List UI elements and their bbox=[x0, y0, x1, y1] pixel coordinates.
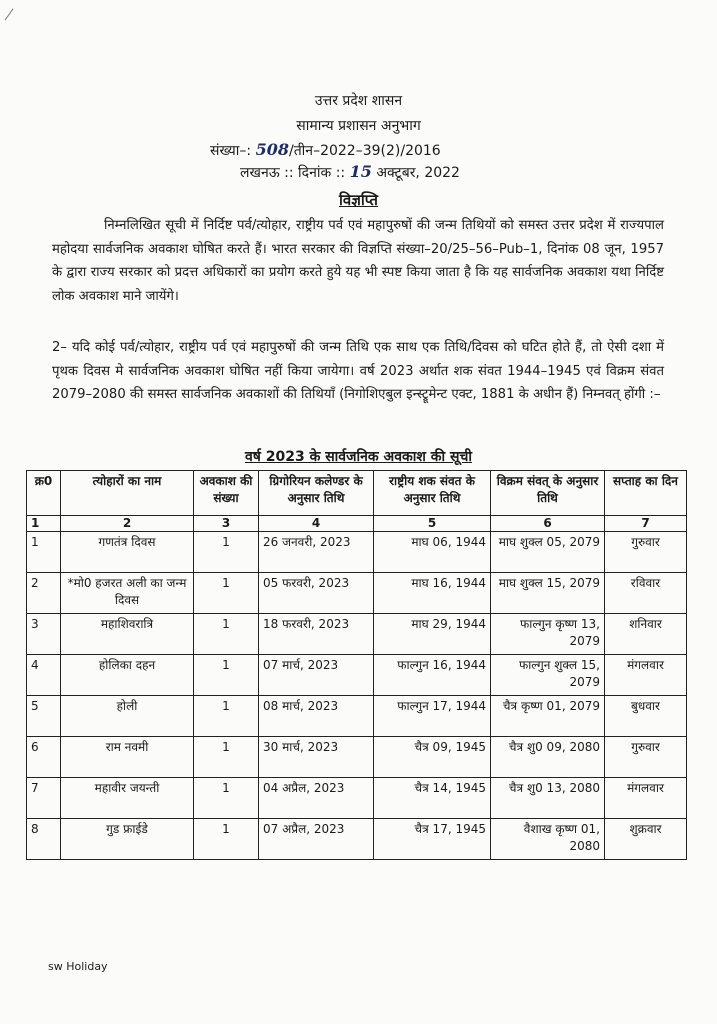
cell-serial: 7 bbox=[27, 778, 61, 819]
cell-serial: 4 bbox=[27, 655, 61, 696]
cell-vikram-date: चैत्र शु0 09, 2080 bbox=[491, 737, 605, 778]
cell-serial: 1 bbox=[27, 532, 61, 573]
cell-serial: 6 bbox=[27, 737, 61, 778]
cell-holiday-count: 1 bbox=[194, 614, 259, 655]
column-number: 4 bbox=[259, 516, 374, 532]
cell-festival-name: महाशिवरात्रि bbox=[61, 614, 194, 655]
cell-festival-name: महावीर जयन्ती bbox=[61, 778, 194, 819]
cell-gregorian-date: 30 मार्च, 2023 bbox=[259, 737, 374, 778]
cell-serial: 8 bbox=[27, 819, 61, 860]
cell-vikram-date: फाल्गुन कृष्ण 13, 2079 bbox=[491, 614, 605, 655]
cell-holiday-count: 1 bbox=[194, 532, 259, 573]
cell-vikram-date: माघ शुक्ल 15, 2079 bbox=[491, 573, 605, 614]
cell-vikram-date: चैत्र शु0 13, 2080 bbox=[491, 778, 605, 819]
date-day-handwritten: 15 bbox=[349, 162, 372, 181]
header-vikram-date: विक्रम संवत् के अनुसार तिथि bbox=[491, 471, 605, 516]
cell-festival-name: होली bbox=[61, 696, 194, 737]
cell-serial: 3 bbox=[27, 614, 61, 655]
table-header-row bbox=[27, 471, 687, 516]
table-row bbox=[27, 573, 687, 614]
header-festival-name: त्योहारों का नाम bbox=[61, 471, 194, 516]
cell-weekday: गुरुवार bbox=[605, 737, 687, 778]
cell-festival-name: *मो0 हजरत अली का जन्म दिवस bbox=[61, 573, 194, 614]
cell-gregorian-date: 05 फरवरी, 2023 bbox=[259, 573, 374, 614]
cell-shaka-date: माघ 16, 1944 bbox=[374, 573, 491, 614]
header-gregorian-date: ग्रिगोरियन कलेण्डर के अनुसार तिथि bbox=[259, 471, 374, 516]
cell-weekday: शनिवार bbox=[605, 614, 687, 655]
cell-gregorian-date: 26 जनवरी, 2023 bbox=[259, 532, 374, 573]
cell-vikram-date: वैशाख कृष्ण 01, 2080 bbox=[491, 819, 605, 860]
table-row bbox=[27, 696, 687, 737]
cell-holiday-count: 1 bbox=[194, 737, 259, 778]
notice-title-text: विज्ञप्ति bbox=[339, 191, 378, 209]
scan-mark bbox=[5, 8, 14, 20]
table-row bbox=[27, 819, 687, 860]
footer-label: sw Holiday bbox=[48, 960, 108, 973]
column-number: 7 bbox=[605, 516, 687, 532]
cell-serial: 5 bbox=[27, 696, 61, 737]
cell-holiday-count: 1 bbox=[194, 778, 259, 819]
cell-weekday: गुरुवार bbox=[605, 532, 687, 573]
column-number-row bbox=[27, 516, 687, 532]
cell-gregorian-date: 07 अप्रैल, 2023 bbox=[259, 819, 374, 860]
cell-weekday: शुक्रवार bbox=[605, 819, 687, 860]
cell-weekday: बुधवार bbox=[605, 696, 687, 737]
table-row bbox=[27, 655, 687, 696]
table-row bbox=[27, 532, 687, 573]
holiday-table bbox=[26, 470, 687, 860]
header-weekday: सप्ताह का दिन bbox=[605, 471, 687, 516]
cell-vikram-date: माघ शुक्ल 05, 2079 bbox=[491, 532, 605, 573]
column-number: 6 bbox=[491, 516, 605, 532]
cell-shaka-date: चैत्र 14, 1945 bbox=[374, 778, 491, 819]
table-row bbox=[27, 737, 687, 778]
header-serial: क्र0 bbox=[27, 471, 61, 516]
cell-festival-name: गणतंत्र दिवस bbox=[61, 532, 194, 573]
cell-shaka-date: चैत्र 17, 1945 bbox=[374, 819, 491, 860]
column-number: 5 bbox=[374, 516, 491, 532]
reference-number-handwritten: 508 bbox=[255, 140, 289, 159]
cell-weekday: रविवार bbox=[605, 573, 687, 614]
reference-suffix: /तीन–2022–39(2)/2016 bbox=[288, 143, 441, 159]
cell-gregorian-date: 08 मार्च, 2023 bbox=[259, 696, 374, 737]
cell-festival-name: होलिका दहन bbox=[61, 655, 194, 696]
cell-festival-name: गुड फ्राईडे bbox=[61, 819, 194, 860]
header-shaka-date: राष्ट्रीय शक संवत के अनुसार तिथि bbox=[374, 471, 491, 516]
date-line bbox=[240, 163, 460, 182]
column-number: 1 bbox=[27, 516, 61, 532]
cell-gregorian-date: 07 मार्च, 2023 bbox=[259, 655, 374, 696]
cell-holiday-count: 1 bbox=[194, 655, 259, 696]
government-title: उत्तर प्रदेश शासन bbox=[314, 93, 403, 109]
column-number: 2 bbox=[61, 516, 194, 532]
cell-vikram-date: फाल्गुन शुक्ल 15, 2079 bbox=[491, 655, 605, 696]
table-title bbox=[0, 447, 717, 467]
cell-shaka-date: चैत्र 09, 1945 bbox=[374, 737, 491, 778]
header-holiday-count: अवकाश की संख्या bbox=[194, 471, 259, 516]
paragraph-1: निम्नलिखित सूची में निर्दिष्ट पर्व/त्योहार, राष्ट्रीय पर्व एवं महापुरुषों की जन्म तिथियों को समस्त उत्तर प्रदेश में राज्यपाल महोदया सार्वजनिक अवकाश घोषित करते हैं। भारत सरकार की विज्ञप्ति संख्या–20/25–56–Pub–1, दिनांक 08 जून, 1957 के द्वारा राज्य सरकार को प्रदत्त अधिकारों का प्रयोग करते हुये यह भी स्पष्ट किया जाता है कि यह सार्वजनिक अवकाश यथा निर्दिष्ट लोक अवकाश माने जायेंगे। bbox=[52, 218, 664, 304]
cell-festival-name: राम नवमी bbox=[61, 737, 194, 778]
date-prefix: लखनऊ :: दिनांक :: bbox=[240, 165, 346, 181]
cell-shaka-date: फाल्गुन 17, 1944 bbox=[374, 696, 491, 737]
cell-gregorian-date: 04 अप्रैल, 2023 bbox=[259, 778, 374, 819]
cell-serial: 2 bbox=[27, 573, 61, 614]
cell-weekday: मंगलवार bbox=[605, 778, 687, 819]
date-suffix: अक्टूबर, 2022 bbox=[376, 165, 460, 181]
cell-holiday-count: 1 bbox=[194, 696, 259, 737]
cell-vikram-date: चैत्र कृष्ण 01, 2079 bbox=[491, 696, 605, 737]
table-row bbox=[27, 778, 687, 819]
cell-holiday-count: 1 bbox=[194, 573, 259, 614]
cell-weekday: मंगलवार bbox=[605, 655, 687, 696]
table-row bbox=[27, 614, 687, 655]
cell-shaka-date: माघ 06, 1944 bbox=[374, 532, 491, 573]
paragraph-2: 2– यदि कोई पर्व/त्योहार, राष्ट्रीय पर्व एवं महापुरुषों की जन्म तिथि एक साथ एक तिथि/दिवस को घटित होते हैं, तो ऐसी दशा में पृथक दिवस मे सार्वजनिक अवकाश घोषित नहीं किया जायेगा। वर्ष 2023 अर्थात शक संवत 1944–1945 एवं विक्रम संवत 2079–2080 की समस्त सार्वजनिक अवकाशों की तिथियाँ (निगोशिएबुल इन्स्ट्रूमेन्ट एक्ट, 1881 के अधीन हैं) निम्नवत् होंगी :– bbox=[52, 340, 664, 402]
table-title-text: वर्ष 2023 के सार्वजनिक अवकाश की सूची bbox=[245, 449, 472, 465]
department-title: सामान्य प्रशासन अनुभाग bbox=[296, 118, 421, 134]
column-number: 3 bbox=[194, 516, 259, 532]
notice-title bbox=[0, 190, 717, 210]
cell-holiday-count: 1 bbox=[194, 819, 259, 860]
cell-shaka-date: माघ 29, 1944 bbox=[374, 614, 491, 655]
cell-gregorian-date: 18 फरवरी, 2023 bbox=[259, 614, 374, 655]
reference-prefix: संख्या–: bbox=[210, 143, 252, 159]
reference-number-line bbox=[210, 141, 441, 160]
cell-shaka-date: फाल्गुन 16, 1944 bbox=[374, 655, 491, 696]
